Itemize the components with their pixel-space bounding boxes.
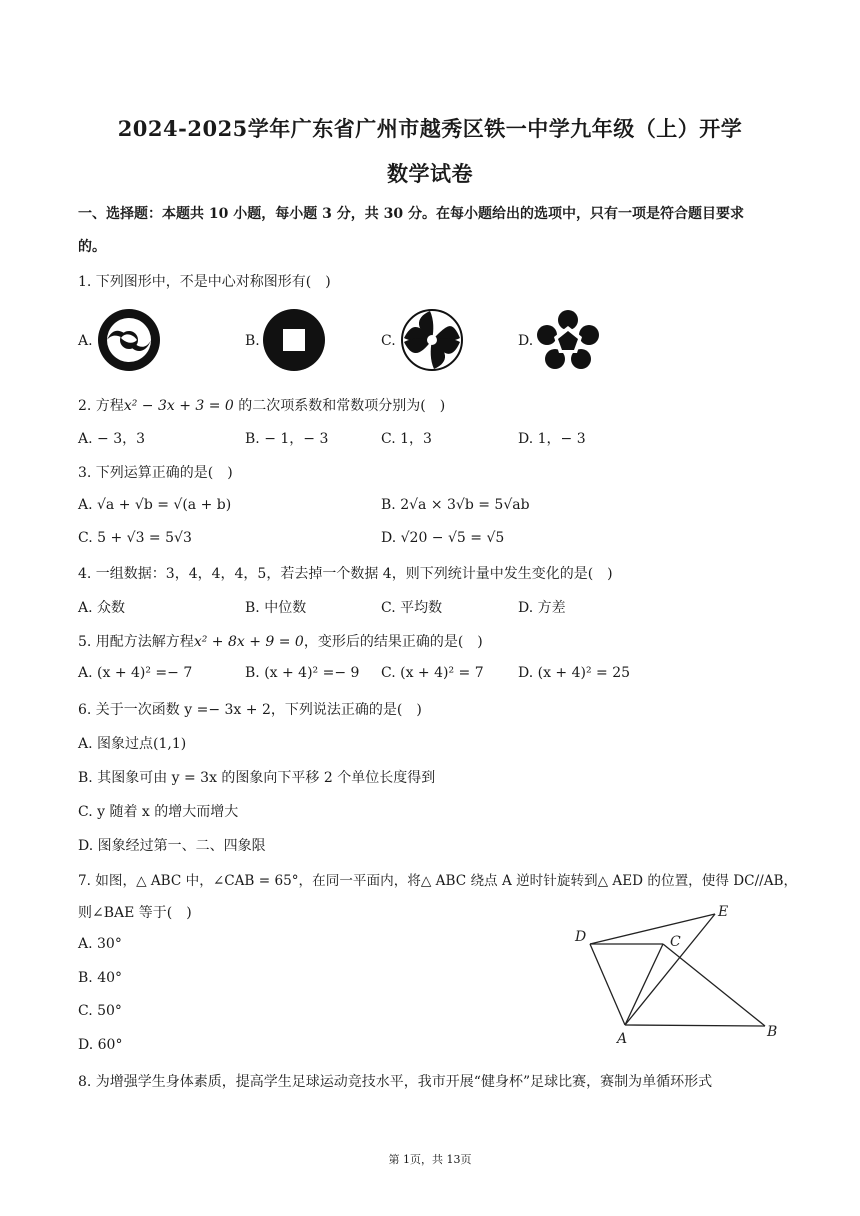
question-5-option-a: A. (x + 4)² =− 7 [78, 665, 193, 681]
figure-c-petal-circle-icon [400, 308, 464, 372]
segment-cb [663, 944, 765, 1026]
question-7-option-d: D. 60° [78, 1037, 123, 1053]
question-2-option-d: D. 1，− 3 [518, 431, 586, 447]
question-4-option-c: C. 平均数 [381, 600, 443, 616]
question-6-option-d: D. 图象经过第一、二、四象限 [78, 838, 266, 854]
figure-a-wave-circle-icon [97, 308, 161, 372]
point-a-label: A [617, 1031, 628, 1047]
question-4-option-b: B. 中位数 [245, 600, 307, 616]
question-3-option-c: C. 5 + √3 = 5√3 [78, 530, 192, 546]
question-6-option-a: A. 图象过点(1,1) [78, 736, 187, 752]
question-7-option-c: C. 50° [78, 1003, 122, 1019]
question-6-stem: 6. 关于一次函数 y =− 3x + 2，下列说法正确的是( ) [78, 702, 422, 718]
question-6-option-c: C. y 随着 x 的增大而增大 [78, 804, 239, 820]
section-heading: 一、选择题：本题共 10 小题，每小题 3 分，共 30 分。在每小题给出的选项中，只有一项是符合题目要求 [78, 206, 744, 222]
question-2-option-c: C. 1，3 [381, 431, 432, 447]
question-7-option-b: B. 40° [78, 970, 123, 986]
figure-d-pentagon-flower-icon [536, 310, 600, 370]
question-5-equation: x² + 8x + 9 = 0 [193, 634, 304, 650]
question-7-stem: 7. 如图，△ ABC 中，∠CAB = 65°，在同一平面内，将△ ABC 绕点 A 逆时针旋转到△ AED 的位置，使得 DC//AB， [78, 873, 798, 889]
question-3-option-b: B. 2√a × 3√b = 5√ab [381, 497, 530, 513]
segment-da [590, 944, 625, 1025]
question-5-option-d: D. (x + 4)² = 25 [518, 665, 631, 681]
question-5-stem-suffix: ，变形后的结果正确的是( ) [303, 634, 483, 650]
question-7-stem-cont: 则∠BAE 等于( ) [78, 905, 192, 921]
question-1-stem: 1. 下列图形中，不是中心对称图形有( ) [78, 274, 331, 290]
question-1-option-b-label: B. [245, 333, 260, 349]
question-6-option-b: B. 其图象可由 y = 3x 的图象向下平移 2 个单位长度得到 [78, 770, 436, 786]
question-7-triangle-figure [565, 900, 790, 1050]
question-1-option-c-label: C. [381, 333, 396, 349]
question-4-option-a: A. 众数 [78, 600, 126, 616]
point-d-label: D [575, 929, 587, 945]
section-heading-cont: 的。 [78, 239, 106, 255]
question-2-option-a: A. − 3，3 [78, 431, 146, 447]
question-1-option-d-label: D. [518, 333, 534, 349]
question-5-option-b: B. (x + 4)² =− 9 [245, 665, 360, 681]
question-4-option-d: D. 方差 [518, 600, 566, 616]
question-8-stem: 8. 为增强学生身体素质，提高学生足球运动竞技水平，我市开展“健身杯”足球比赛，赛制为单循环形式 [78, 1074, 713, 1090]
page-footer: 第 1页，共 13页 [388, 1153, 472, 1166]
question-2-stem-text: 2. 方程 [78, 398, 124, 414]
question-3-option-a: A. √a + √b = √(a + b) [78, 497, 232, 513]
segment-de [590, 914, 715, 944]
question-5-stem-text: 5. 用配方法解方程 [78, 634, 194, 650]
question-3-stem: 3. 下列运算正确的是( ) [78, 465, 233, 481]
point-b-label: B [767, 1024, 778, 1040]
question-5-stem [78, 631, 483, 651]
point-c-label: C [670, 934, 681, 950]
figure-b-coin-icon [262, 308, 326, 372]
page-subtitle: 数学试卷 [387, 161, 473, 186]
question-2-stem [78, 395, 445, 415]
question-2-option-b: B. − 1，− 3 [245, 431, 329, 447]
page-title: 2024-2025学年广东省广州市越秀区铁一中学九年级（上）开学 [117, 116, 743, 141]
question-2-stem-suffix: 的二次项系数和常数项分别为( ) [233, 398, 446, 414]
question-3-option-d: D. √20 − √5 = √5 [381, 530, 505, 546]
question-1-option-a-label: A. [78, 333, 93, 349]
question-4-stem: 4. 一组数据：3，4，4，4，5，若去掉一个数据 4，则下列统计量中发生变化的是( ) [78, 566, 613, 582]
question-7-option-a: A. 30° [78, 936, 122, 952]
segment-ae [625, 914, 715, 1025]
segment-ab [625, 1025, 765, 1026]
point-e-label: E [718, 904, 729, 920]
question-2-equation: x² − 3x + 3 = 0 [123, 398, 234, 414]
question-5-option-c: C. (x + 4)² = 7 [381, 665, 484, 681]
